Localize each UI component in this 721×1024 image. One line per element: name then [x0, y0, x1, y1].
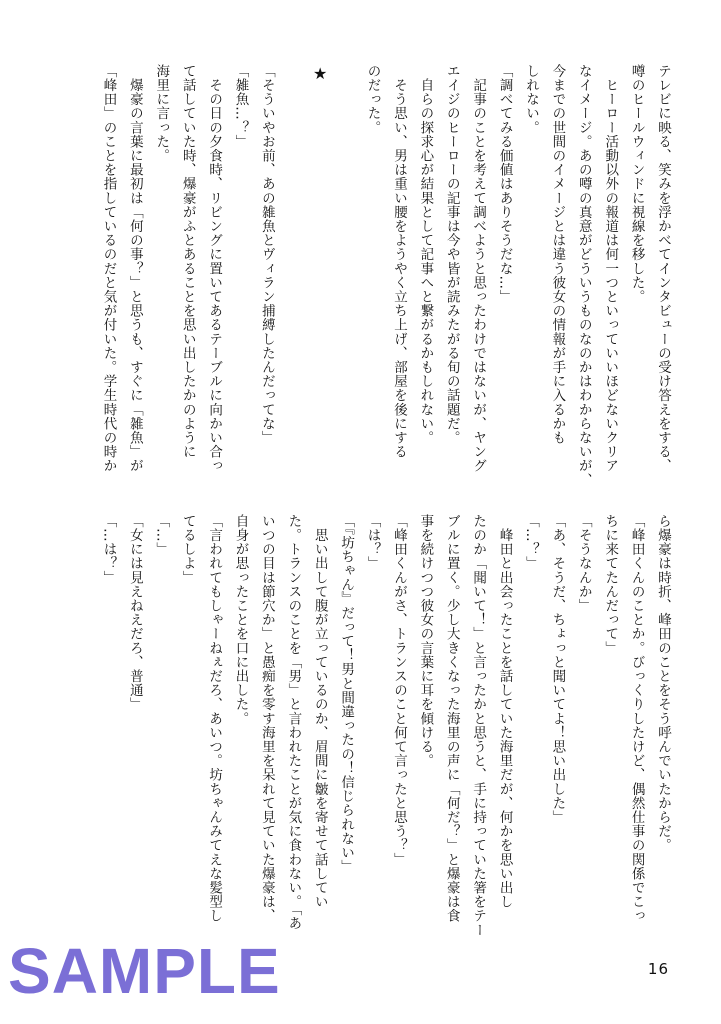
text-line: 事を続けつつ彼女の言葉に耳を傾ける。	[417, 514, 434, 768]
text-line: ヒーロー活動以外の報道は何一つといっていいほどないクリア	[602, 64, 619, 473]
text-line: その日の夕食時、リビングに置いてあるテーブルに向かい合っ	[206, 64, 223, 473]
text-line: た。トランスのことを「男」と言われたことが気に食わない。「あ	[285, 514, 302, 931]
text-line: ら爆豪は時折、峰田のことをそう呼んでいたからだ。	[655, 514, 671, 853]
scene-break-star: ★	[310, 64, 330, 84]
text-line: テレビに映る、笑みを浮かべてインタビューの受け答えをする、	[655, 64, 671, 473]
text-line: 「そうなんか」	[575, 514, 592, 613]
text-line: そう思い、男は重い腰をようやく立ち上げ、部屋を後にする	[390, 64, 407, 459]
text-line: ブルに置く。少し大きくなった海里の声に「何だ？」と爆豪は食	[443, 514, 460, 923]
text-line: 「峰田」のことを指しているのだと気が付いた。学生時代の時か	[100, 64, 117, 473]
text-line: 「…？」	[522, 514, 539, 571]
text-line: てるしよ」	[179, 514, 196, 585]
text-line: 「雑魚…？」	[232, 64, 249, 149]
text-line: 「『坊ちゃん』だって！男と間違ったの！信じられない」	[338, 514, 355, 874]
text-line: 海里に言った。	[153, 64, 170, 163]
text-line: たのか「聞いて！」と言ったかと思うと、手に持っていた箸をテー	[470, 514, 487, 937]
sample-watermark: SAMPLE	[8, 935, 281, 1007]
text-line: て話していた時、爆豪がふとあることを思い出したかのように	[179, 64, 196, 459]
text-line: エイジのヒーローの記事は今や皆が読みたがる旬の話題だ。	[443, 64, 460, 445]
text-line: ちに来てたんだって」	[602, 514, 619, 655]
text-line: いつの目は節穴か」と愚痴を零す海里を呆れて見ていた爆豪は、	[258, 514, 275, 923]
text-line: 爆豪の言葉に最初は「何の事？」と思うも、すぐに「雑魚」が	[126, 64, 143, 473]
text-line: 「峰田くんのことか。びっくりしたけど、偶然仕事の関係でこっ	[628, 514, 645, 923]
text-line: 記事のことを考えて調べようと思ったわけではないが、ヤング	[470, 64, 487, 473]
text-line: 峰田と出会ったことを話していた海里だが、何かを思い出し	[496, 514, 513, 909]
text-line: 「言われてもしゃーねぇだろ、あいつ。坊ちゃんみてえな髪型し	[206, 514, 223, 923]
lower-text-block	[95, 514, 676, 937]
text-line: 「峰田くんがさ、トランスのこと何て言ったと思う？」	[390, 514, 407, 867]
text-line: 今までの世間のイメージとは違う彼女の情報が手に入るかも	[549, 64, 566, 445]
upper-text-block	[95, 64, 676, 494]
text-line: 思い出して腹が立っているのか、眉間に皺を寄せて話してい	[311, 514, 328, 909]
text-line: 「調べてみる価値はありそうだな…」	[496, 64, 513, 304]
text-line: 「…」	[153, 514, 170, 557]
text-line: なイメージ。あの噂の真意がどういうものなのかはわからないが、	[575, 64, 592, 487]
text-line: 「は？」	[364, 514, 381, 571]
text-line: 「女には見えねえだろ、普通」	[126, 514, 143, 712]
text-line: 「…は？」	[100, 514, 117, 585]
text-line: 「そういやお前、あの雑魚とヴィラン捕縛したんだってな」	[258, 64, 275, 445]
text-line: 自身が思ったことを口に出した。	[232, 514, 249, 726]
text-line: 自らの探求心が結果として記事へと繋がるかもしれない。	[417, 64, 434, 445]
text-line: 「あ、そうだ、ちょっと聞いてよ！思い出した」	[549, 514, 566, 825]
page-number: 16	[647, 960, 669, 978]
text-line: 噂のヒールウィンドに視線を移した。	[628, 64, 645, 304]
text-line: しれない。	[522, 64, 539, 135]
text-line: のだった。	[364, 64, 381, 135]
